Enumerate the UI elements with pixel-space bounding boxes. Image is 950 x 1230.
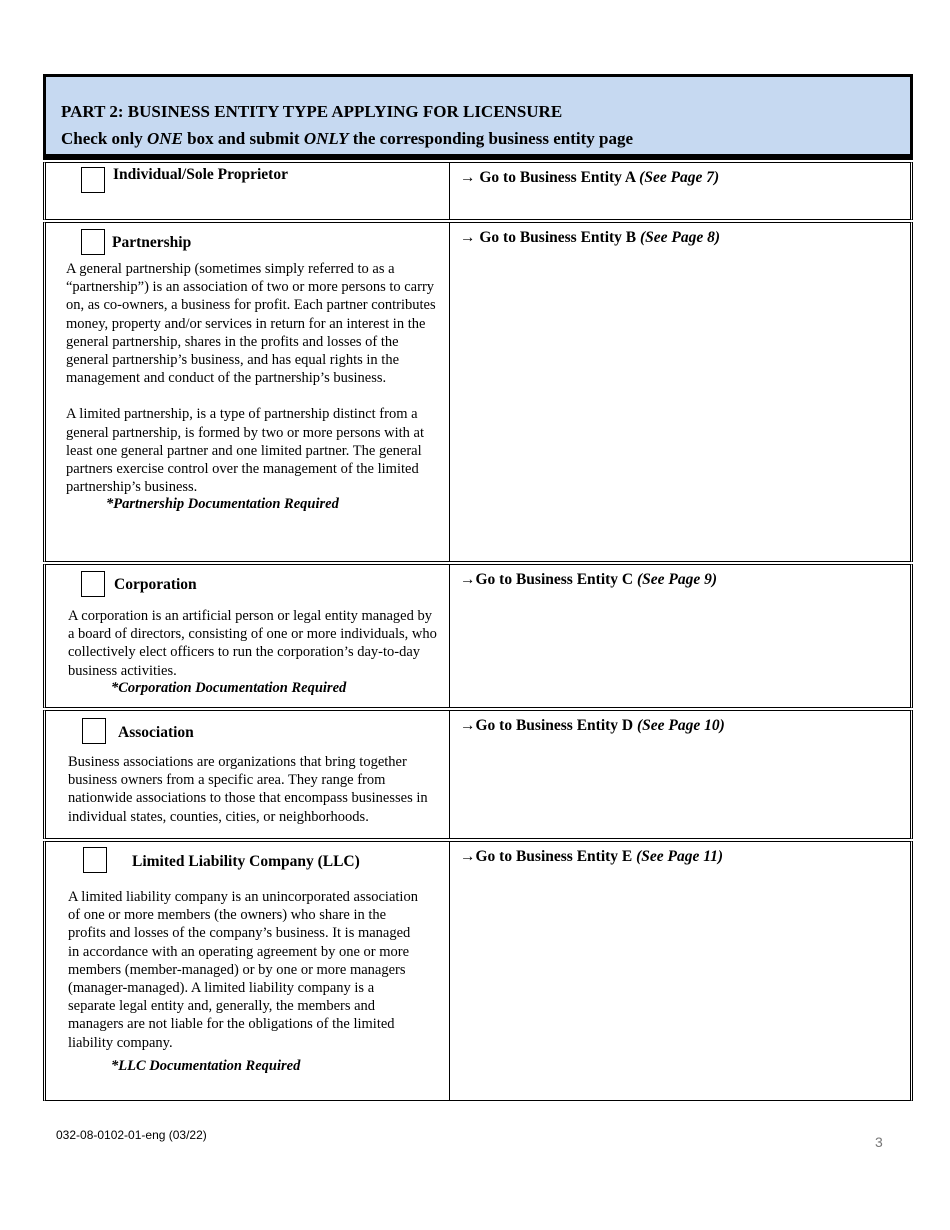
entity-title: Association — [118, 724, 194, 741]
entity-description: Business associations are organizations that bring together business owners from a specific area. They range from nationwide associations to those that encompass businesses in individual states, counties, cities, or neighborhoods. — [68, 754, 428, 825]
goto-entity-b: → Go to Business Entity B (See Page 8) — [460, 229, 721, 246]
part-2-header — [43, 74, 913, 160]
instructions: Check only ONE box and submit ONLY the corresponding business entity page — [61, 129, 633, 148]
entity-description: A corporation is an artificial person or legal entity managed by a board of directors, consisting of one or more individuals, who collectively elect officers to run the corporation’s day-to-day business activities. — [68, 608, 437, 679]
entity-row-partnership — [43, 222, 913, 562]
entity-row-llc — [43, 841, 913, 1101]
part-title: PART 2: BUSINESS ENTITY TYPE APPLYING FOR LICENSURE — [61, 102, 563, 121]
entity-description: A limited partnership, is a type of partnership distinct from a general partnership, is formed by two or more persons with at least one general partner and one limited partner. The general partners exercise control over the management of the limited partnership’s business. — [66, 406, 424, 496]
checkbox-partnership[interactable] — [81, 229, 105, 255]
entity-description: A general partnership (sometimes simply referred to as a “partnership”) is an association of two or more persons to carry on, as co-owners, a business for profit. Each partner contributes money, property and/or services in return for an interest in the general partnership, shares in the profits and losses of the general partnership’s business, and has equal rights in the management and conduct of the partnership’s business. — [66, 261, 436, 387]
entity-title: Corporation — [114, 576, 197, 593]
entity-description: A limited liability company is an unincorporated association of one or more members (the owners) who share in the profits and losses of the company’s business. It is managed in accordance with an operating agreement by one or more members (member-managed) or by one or more managers (manager-managed). A limited liability company is a separate legal entity and, generally, the members and managers are not liable for the obligations of the limited liability company. — [68, 889, 418, 1051]
business-entity-form — [43, 74, 913, 1101]
form-code: 032-08-0102-01-eng (03/22) — [56, 1128, 207, 1142]
documentation-required: *Partnership Documentation Required — [106, 496, 339, 513]
page-number: 3 — [875, 1134, 883, 1150]
goto-entity-c: →Go to Business Entity C (See Page 9) — [460, 571, 718, 588]
entity-row-association — [43, 710, 913, 839]
entity-title: Partnership — [112, 234, 192, 251]
checkbox-llc[interactable] — [83, 847, 107, 873]
entity-row-sole-proprietor — [43, 162, 913, 220]
goto-entity-d: →Go to Business Entity D (See Page 10) — [460, 717, 725, 734]
checkbox-corporation[interactable] — [81, 571, 105, 597]
goto-entity-e: →Go to Business Entity E (See Page 11) — [460, 848, 724, 865]
entity-title: Individual/Sole Proprietor — [113, 166, 288, 183]
goto-entity-a: → Go to Business Entity A (See Page 7) — [460, 169, 720, 186]
entity-title: Limited Liability Company (LLC) — [132, 853, 360, 870]
checkbox-association[interactable] — [82, 718, 106, 744]
documentation-required: *LLC Documentation Required — [111, 1057, 301, 1074]
checkbox-sole-proprietor[interactable] — [81, 167, 105, 193]
entity-row-corporation — [43, 564, 913, 708]
documentation-required: *Corporation Documentation Required — [111, 679, 347, 696]
